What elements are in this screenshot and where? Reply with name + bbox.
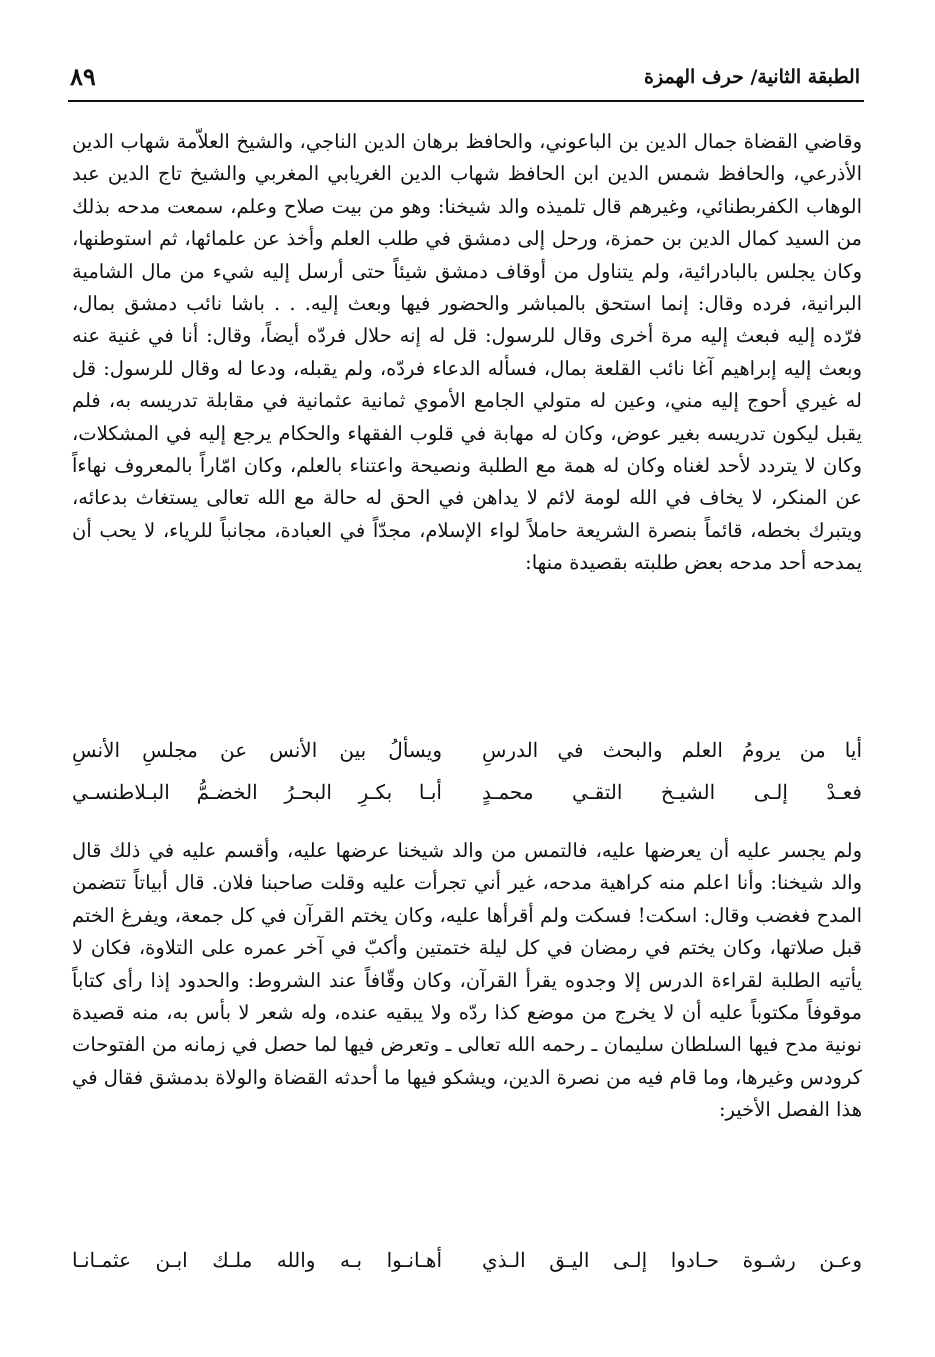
verse-2-second-hemistich: أبـا بكـرِ البحـرُ الخضـمُّ البـلاطنسـي: [72, 780, 442, 804]
page-number: ٨٩: [70, 62, 96, 91]
verse-1-first-hemistich: أيا من يرومُ العلم والبحث في الدرسِ: [482, 738, 862, 762]
verse-3-second-hemistich: أهـانـوا بـه والله ملـك ابـن عثمـانـا: [72, 1248, 442, 1272]
header-title: الطبقة الثانية/ حرف الهمزة: [644, 66, 860, 88]
verse-1-second-hemistich: ويسألُ بين الأنس عن مجلسِ الأنسِ: [72, 738, 442, 762]
poem-verse-3: [72, 1248, 862, 1282]
verse-2-first-hemistich: فعـدْ إلـى الشيـخ التقـي محمـدٍ: [482, 780, 862, 804]
running-header: [70, 58, 860, 98]
verse-3-first-hemistich: وعـن رشـوة حـادوا إلـى اليـق الـذي: [482, 1248, 862, 1272]
body-paragraph-1: وقاضي القضاة جمال الدين بن الباعوني، والحافظ برهان الدين الناجي، والشيخ العلاّمة شهاب الدين الأذرعي، والحافظ شمس الدين ابن الحافظ شهاب الدين الغريابي المغربي والشيخ تاج الدين عبد الوهاب الكفربطنائي، وغيرهم قال تلميذه والد شيخنا: وهو من بيت صلاح وعلم، سمعت مدحه بذلك من السيد كمال الدين بن حمزة، ورحل إلى دمشق في طلب العلم وأخذ عن علمائها، ثم استوطنها، وكان يجلس بالبادرائية، ولم يتناول من أوقاف دمشق شيئاً حتى أرسل إليه شيء من مال الشامية البرانية، فرده وقال: إنما استحق بالمباشر والحضور فيها وبعث إليه. . . باشا نائب دمشق بمال، فرّده إليه فبعث إليه مرة أخرى وقال للرسول: قل له إنه حلال فردّه أيضاً، وقال: أنا في غنية عنه وبعث إليه إبراهيم آغا نائب القلعة بمال، فسأله الدعاء فردّه، ولم يقبله، ودعا له وقال للرسول: قل له غيري أحوج إليه مني، وعين له متولي الجامع الأموي ثمانية عثمانية في مقابلة تدريسه به، فلم يقبل ليكون تدريسه بغير عوض، وكان له مهابة في قلوب الفقهاء والحكام يرجع إليه في المشكلات، وكان لا يتردد لأحد لغناه وكان له همة مع الطلبة ونصيحة واعتناء بالعلم، وكان امّاراً بالمعروف نهاءاً عن المنكر، لا يخاف في الله لومة لائم لا يداهن في الحق له حالة مع الله تعالى يستغاث بدعائه، ويتبرك بخطه، قائماً بنصرة الشريعة حاملاً لواء الإسلام، مجدّاً في العبادة، مجانباً للرياء، لا يحب أن يمدحه أحد مدحه بعض طلبته بقصيدة منها:: [72, 130, 862, 575]
poem-verse-2: [72, 780, 862, 814]
header-rule: [68, 100, 864, 102]
poem-verse-1: [72, 738, 862, 772]
body-paragraph-2: ولم يجسر عليه أن يعرضها عليه، فالتمس من والد شيخنا عرضها عليه، وأقسم عليه في ذلك قال والد شيخنا: وأنا اعلم منه كراهية مدحه، غير أني تجرأت عليه وقلت صاحبنا فلان. قال أبياتاً تتضمن المدح فغضب وقال: اسكت! فسكت ولم أقرأها عليه، وكان يختم القرآن في كل جمعة، ويفرغ الختم قبل صلاتها، وكان يختم في رمضان في كل ليلة ختمتين وأكبّ في آخر عمره على التلاوة، فكان لا يأتيه الطلبة لقراءة الدرس إلا وجدوه يقرأ القرآن، وكان وقّافاً عند الشروط: والحدود إذا رأى كتاباً موقوفاً مكتوباً عليه أن لا يخرج من موضع كذا ردّه ولا يبقيه عنده، وله شعر لا بأس به، منه قصيدة نونية مدح فيها السلطان سليمان ـ رحمه الله تعالى ـ وتعرض فيها لما حصل في زمانه من الفتوحات كرودس وغيرها، وما قام فيه من نصرة الدين، ويشكو فيها ما أحدثه القضاة والولاة بدمشق فقال في هذا الفصل الأخير:: [72, 839, 863, 1122]
